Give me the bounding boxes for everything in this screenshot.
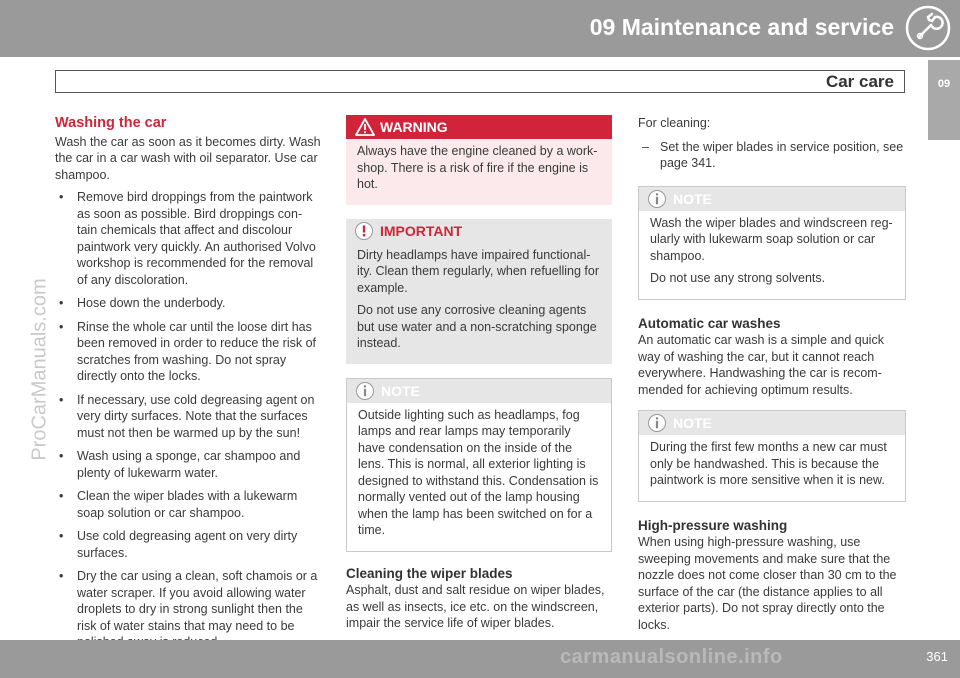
chapter-title: 09 Maintenance and service xyxy=(589,14,894,40)
bullet-icon: • xyxy=(59,529,64,543)
page-number: 361 xyxy=(926,649,948,664)
side-watermark-text: ProCarManuals.com xyxy=(28,278,51,461)
note-box xyxy=(346,378,612,552)
dash-icon: – xyxy=(642,139,649,154)
important-text-1: Dirty headlamps have impaired functional- ity. Clean them regularly, when refuelling for example. xyxy=(357,247,600,295)
bullet-icon: • xyxy=(59,319,64,334)
note-text-1: Wash the wiper blades and windscreen reg- ularly with lukewarm soap solution or car shampoo. xyxy=(650,215,893,263)
column-3 xyxy=(638,115,906,639)
important-label: IMPORTANT xyxy=(380,222,463,239)
warning-text: Always have the engine cleaned by a work- shop. There is a risk of fire if the engine is hot. xyxy=(357,144,598,191)
wrench-icon xyxy=(904,4,952,52)
note-header xyxy=(639,411,905,435)
warning-header xyxy=(346,115,612,139)
list-item: • Wash using a sponge, car shampoo and plenty of lukewarm water. xyxy=(59,449,301,480)
wiper-text: Asphalt, dust and salt residue on wiper blades, as well as insects, ice etc. on the windscreen, impair the service life of wiper blades. xyxy=(346,583,605,630)
list-item: • Remove bird droppings from the paintwork as soon as possible. Bird droppings con- tain chemicals that affect and discolour paintwork very quickly. An authorised Volvo workshop is recommended for the removal of any discoloration. xyxy=(59,190,316,287)
warning-label: WARNING xyxy=(380,119,448,135)
washing-list xyxy=(55,189,323,651)
header-bar xyxy=(0,0,960,57)
warning-box xyxy=(346,115,612,205)
info-icon xyxy=(356,382,374,400)
list-item: • Dry the car using a clean, soft chamois or a water scraper. If you avoid allowing water droplets to dry in strong sunlight then the risk of water stains that may need to be xyxy=(59,569,318,633)
section-bar xyxy=(55,70,905,93)
bullet-icon: • xyxy=(59,190,64,204)
list-item: • Rinse the whole car until the loose dirt has been removed in order to reduce the risk of scratches from washing. Do not spray directly onto the locks. xyxy=(59,319,317,383)
list-item: • If necessary, use cold degreasing agent on very dirty surfaces. Note that the surfaces must not then be warmed up by the sun! xyxy=(59,392,315,440)
cleaning-intro: For cleaning: xyxy=(638,116,711,130)
note-label: NOTE xyxy=(381,382,420,399)
list-item: • Hose down the underbody. xyxy=(59,296,226,310)
bullet-icon: • xyxy=(59,489,64,503)
note-label: NOTE xyxy=(673,190,712,207)
note-text: Outside lighting such as headlamps, fog lamps and rear lamps may temporarily have condensation on the inside of the lens. This is normal, all exterior lighting is designed to withstand this. Condensation is normally vented out of the lamp housing when the lamp has been switched on for a time. xyxy=(358,407,599,537)
footer-bar xyxy=(0,640,960,678)
column-2 xyxy=(346,115,612,638)
washing-heading: Washing the car xyxy=(55,115,167,131)
list-item: – Set the wiper blades in service position, see page 341. xyxy=(642,139,904,170)
bullet-icon: • xyxy=(59,569,64,583)
list-item: • Clean the wiper blades with a lukewarm soap solution or car shampoo. xyxy=(59,489,298,520)
warning-triangle-icon xyxy=(355,118,375,136)
info-icon xyxy=(648,414,666,432)
high-pressure-text: When using high-pressure washing, use sweeping movements and make sure that the nozzle does not come closer than 30 cm to the surface of the car (the distance applies to all exterior parts). Do not spray directly onto the locks. xyxy=(638,535,897,632)
footer-watermark: carmanualsonline.info xyxy=(560,646,783,668)
important-icon xyxy=(355,222,373,240)
cleaning-steps xyxy=(638,139,906,172)
side-watermark xyxy=(28,120,52,620)
column-1 xyxy=(55,115,323,658)
auto-wash-text: An automatic car wash is a simple and quick way of washing the car, but it cannot reach everywhere. Handwashing the car is recom- mended for achieving optimum results. xyxy=(638,333,884,397)
section-title: Car care xyxy=(825,72,894,91)
list-item: • Use cold degreasing agent on very dirty surfaces. xyxy=(59,529,298,560)
washing-intro: Wash the car as soon as it becomes dirty. Wash the car in a car wash with oil separator. Use car shampoo. xyxy=(55,134,321,182)
note-box xyxy=(638,186,906,300)
note-box xyxy=(638,410,906,502)
important-box xyxy=(346,219,612,364)
note-label: NOTE xyxy=(673,415,712,431)
note-header xyxy=(639,187,905,211)
bullet-icon: • xyxy=(59,296,64,310)
note-header xyxy=(347,379,611,403)
bullet-icon: • xyxy=(59,392,64,407)
high-pressure-heading: High-pressure washing xyxy=(638,517,788,533)
info-icon xyxy=(648,190,666,208)
note-text-2: Do not use any strong solvents. xyxy=(650,271,826,285)
important-text-2: Do not use any corrosive cleaning agents but use water and a non-scratching sponge instead. xyxy=(357,303,597,350)
auto-wash-heading: Automatic car washes xyxy=(638,315,781,331)
note-text: During the first few months a new car must only be handwashed. This is because the paintwork is more sensitive when it is new. xyxy=(650,440,887,487)
wiper-heading: Cleaning the wiper blades xyxy=(346,565,513,581)
tab-number: 09 xyxy=(937,78,951,90)
bullet-icon: • xyxy=(59,449,64,463)
chapter-tab xyxy=(928,60,960,140)
important-header xyxy=(346,219,612,243)
